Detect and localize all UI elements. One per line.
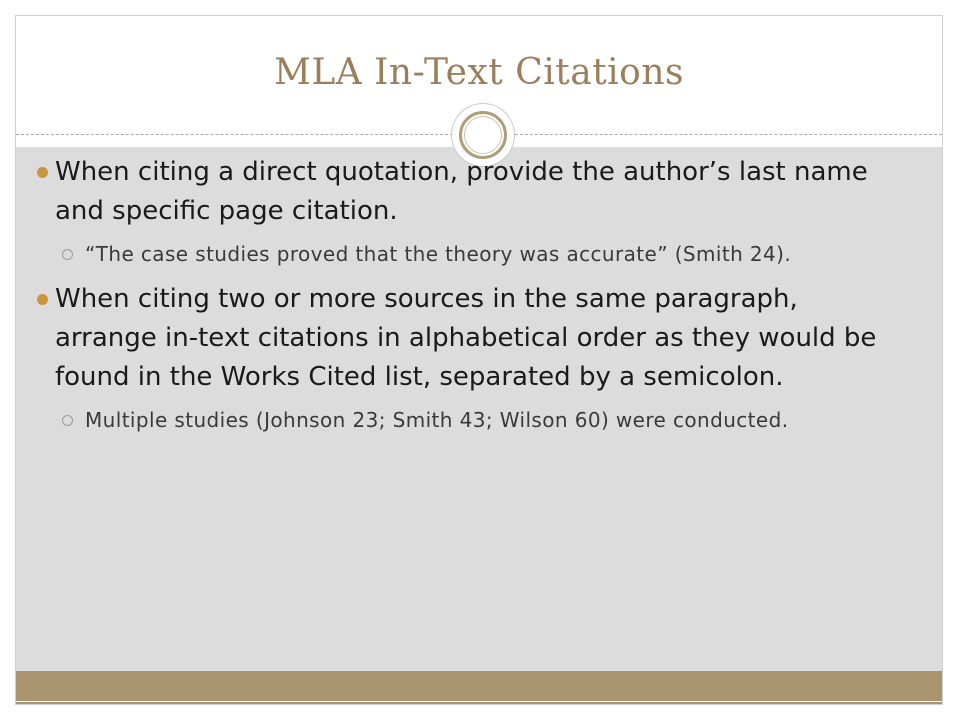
sub-bullet-item (40, 240, 900, 268)
inner-ring-icon (464, 116, 502, 154)
bullet-list (40, 153, 900, 446)
footer-line (16, 701, 942, 702)
bullet-icon (37, 167, 48, 178)
bullet-text: When citing two or more sources in the same paragraph, arrange in-text citations in alphabetical order as they would be found in the Works Cited list, separated by a semicolon. (55, 284, 877, 392)
hollow-circle-icon (62, 415, 73, 426)
hollow-circle-icon (62, 249, 73, 260)
sub-bullet-item (40, 406, 900, 434)
bullet-item (40, 280, 900, 434)
footer-bar (16, 671, 942, 705)
bullet-item (40, 153, 900, 268)
slide-title: MLA In-Text Citations (273, 52, 685, 93)
sub-bullet-text: Multiple studies (Johnson 23; Smith 43; Wilson 60) were conducted. (85, 408, 789, 432)
bullet-icon (37, 294, 48, 305)
sub-bullet-text: “The case studies proved that the theory was accurate” (Smith 24). (85, 242, 792, 266)
bullet-text: When citing a direct quotation, provide the author’s last name and specific page citation. (55, 157, 868, 226)
